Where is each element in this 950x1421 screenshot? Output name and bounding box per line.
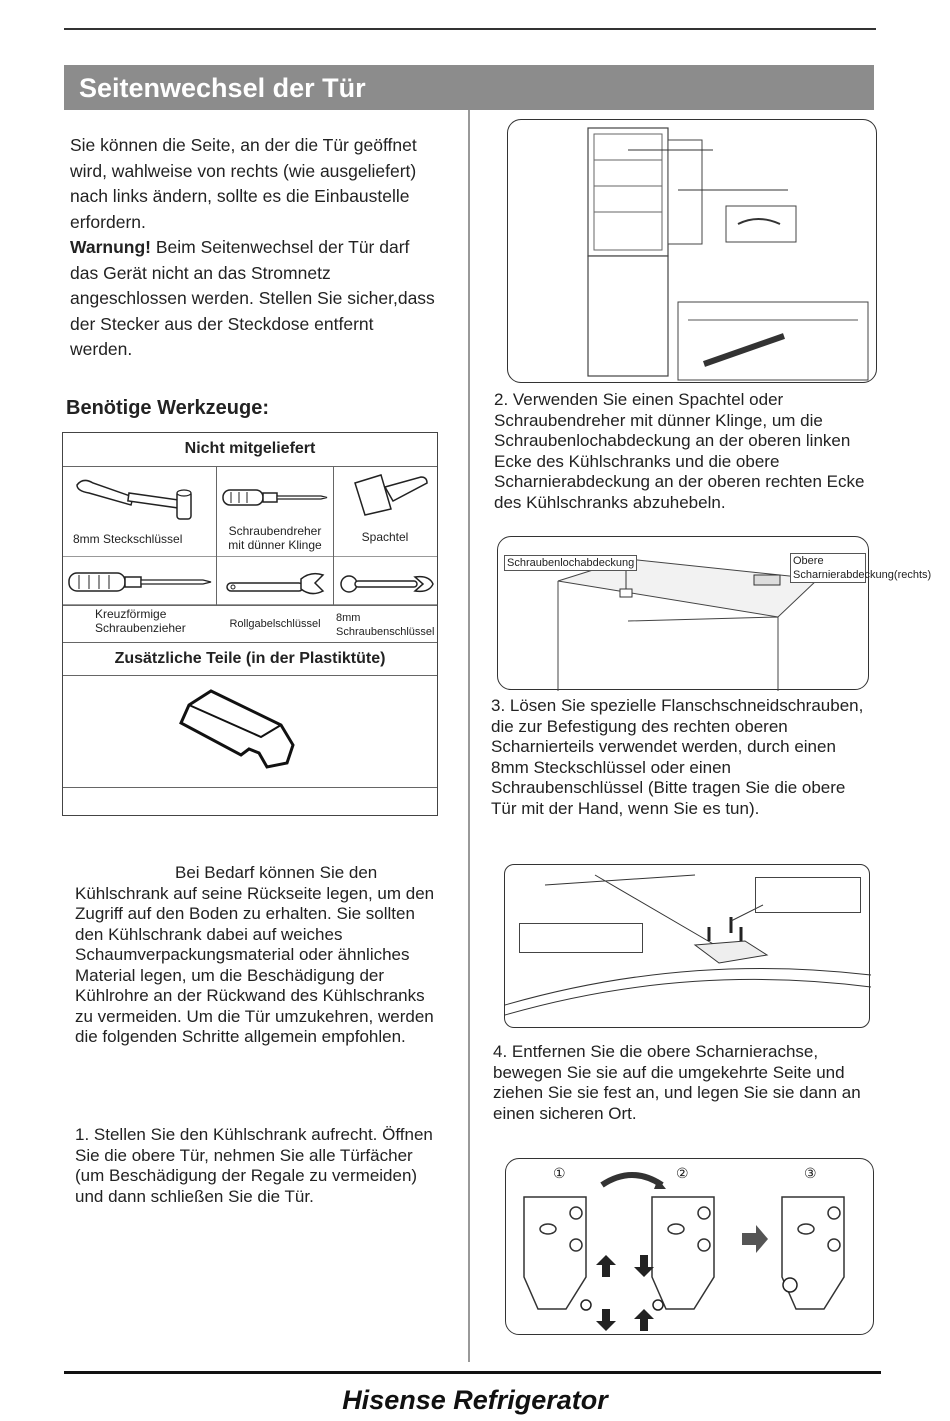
left-body-paragraph: Bei Bedarf können Sie den Kühlschrank auf seine Rückseite legen, um den Zugriff auf den Boden zu erhalten. Sie sollten den Kühlschrank dabei auf weiches Schaumverpackungsmaterial oder ähnliches Material legen, um die Beschädigung der Kühlrohre an der Rückwand des Kühlschranks zu vermeiden. Um die Tür umzukehren, werden die folgenden Schritte allgemein empfohlen. [75,863,435,1046]
additional-parts-header: Zusätzliche Teile (in der Plastiktüte) [114,650,386,667]
figure-hinge-steps [505,1158,874,1335]
tool-label-putty-knife: Spachtel [361,530,409,544]
step-marker-2: ② [676,1165,689,1181]
footer-brand: Hisense Refrigerator [342,1385,608,1415]
warning-text: Beim Seitenwechsel der Tür darf das Gerät nicht an das Stromnetz angeschlossen werden. Stellen Sie sicher,dass der Stecker aus der Steckdose entfernt werden. [70,237,435,359]
adjustable-wrench-icon [223,569,331,599]
hinge-steps-diagram [506,1159,875,1336]
step-2-text: 2. Verwenden Sie einen Spachtel oder Schraubendreher mit dünner Klinge, um die Schraubenlochabdeckung an der oberen linken Ecke des Kühlschranks und die obere Scharnierabdeckung an der oberen rechten Ecke des Kühlschranks abzuhebeln. [494,390,865,512]
warning-label: Warnung! [70,237,151,257]
phillips-screwdriver-icon [67,569,215,595]
section-title: Seitenwechsel der Tür [79,73,366,103]
column-separator [468,110,470,1362]
section-header [64,65,874,110]
fridge-open-diagram [508,120,878,384]
intro-text: Sie können die Seite, an der die Tür geöffnet wird, wahlweise von rechts (wie ausgeliefert) nach links ändern, sollte es die Einbaustelle erfordern. [70,135,417,232]
callout-box-left [519,923,643,953]
socket-wrench-icon [73,473,198,523]
combination-wrench-icon [339,573,435,595]
figure-fridge-covers [507,119,877,383]
tools-heading: Benötige Werkzeuge: [66,397,269,419]
upper-hinge-cover-label: Obere Scharnierabdeckung(rechts) [790,553,866,583]
not-included-header: Nicht mitgeliefert [184,440,316,457]
step-marker-1: ① [553,1165,566,1181]
tool-label-adjustable-wrench: Rollgabelschlüssel [229,618,321,630]
screw-hole-cover-label: Schraubenlochabdeckung [504,555,637,571]
tools-table [62,432,438,816]
tool-label-combination-wrench: 8mm Schraubenschlüssel [336,612,435,638]
step-3-text: 3. Lösen Sie spezielle Flanschschneidschrauben, die zur Befestigung des rechten oberen Scharnierteils verwendet werden, durch einen 8mm Steckschlüssel oder einen Schraubenschlüssel (Bitte tragen Sie die obere Tür mit der Hand, wenn Sie es tun). [491,696,864,818]
step-1-text: 1. Stellen Sie den Kühlschrank aufrecht. Öffnen Sie die obere Tür, nehmen Sie alle Türfächer (um Beschädigung der Regale zu vermeiden) und dann schließen Sie die Tür. [75,1125,433,1206]
putty-knife-icon [351,471,431,519]
callout-box-right [755,877,861,913]
flat-screwdriver-icon [221,485,331,510]
figure-hinge-screws [504,864,870,1028]
figure-top-covers [497,536,932,690]
tool-label-phillips-screwdriver: Kreuzförmige Schraubenzieher [95,607,186,635]
hinge-cover-part-icon [171,685,311,775]
intro-paragraph [70,133,440,363]
footer-rule [64,1371,881,1374]
top-rule [64,28,876,30]
step-marker-3: ③ [804,1165,817,1181]
tool-label-flat-screwdriver: Schraubendreher mit dünner Klinge [228,524,322,552]
step-4-text: 4. Entfernen Sie die obere Scharnierachse, bewegen Sie sie auf die umgekehrte Seite und ziehen Sie sie fest an, und legen Sie sie dann an einen sicheren Ort. [493,1042,861,1123]
tool-label-socket-wrench: 8mm Steckschlüssel [73,532,183,546]
